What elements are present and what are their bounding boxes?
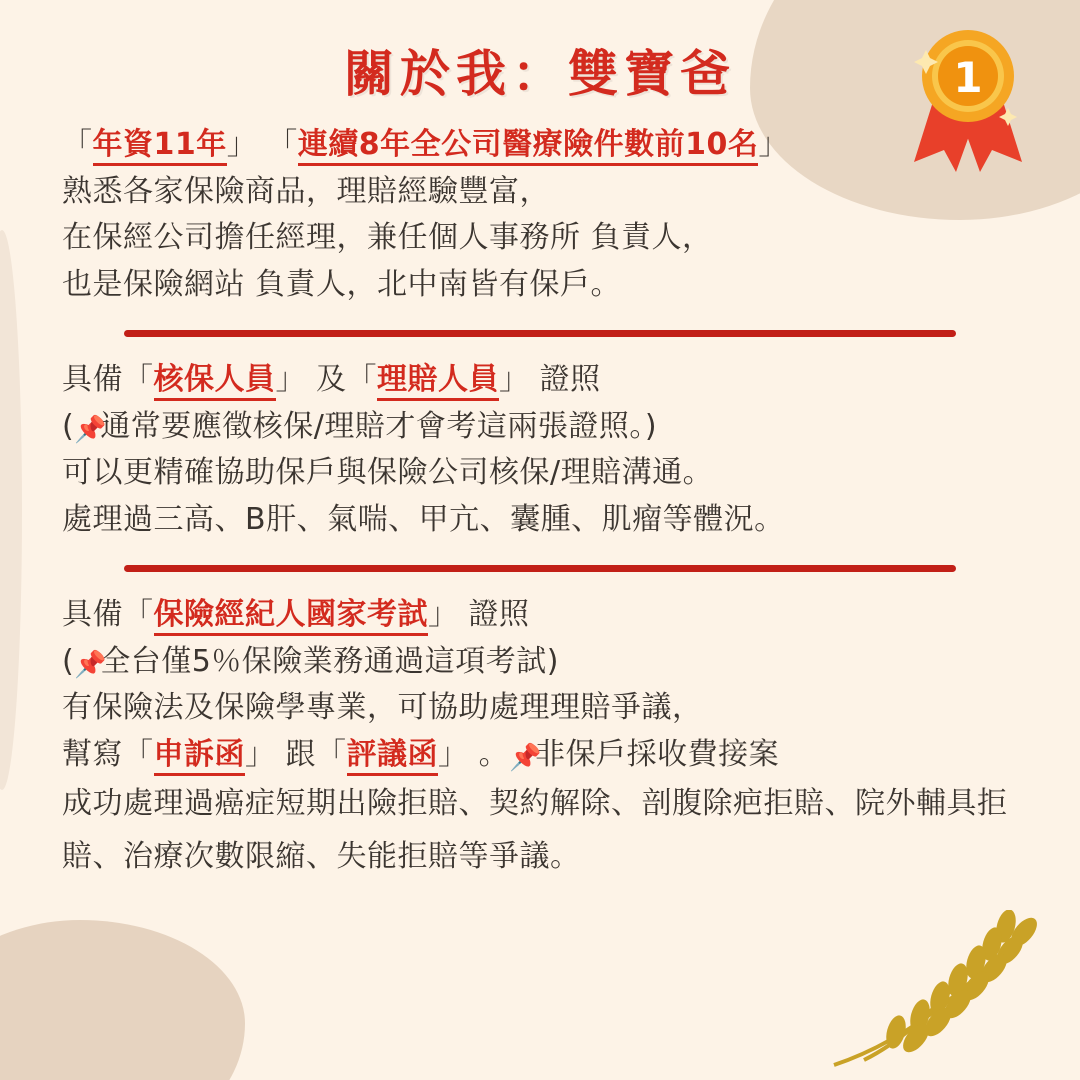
- text-run: 處理過三高、B肝、氣喘、甲亢、囊腫、肌瘤等體況。: [62, 501, 785, 537]
- text-run: 也是保險網站 負責人，北中南皆有保戶。: [62, 266, 622, 302]
- text-run: (: [62, 643, 75, 679]
- text-line: [62, 122, 1018, 169]
- highlighted-term: 保險經紀人國家考試: [154, 597, 429, 636]
- text-run: 全台僅5％保險業務通過這項考試): [100, 643, 560, 679]
- text-run: 可以更精確協助保戶與保險公司核保/理賠溝通。: [62, 455, 714, 490]
- text-line: [62, 404, 1018, 451]
- text-line: [62, 497, 1018, 544]
- text-line: [62, 592, 1018, 639]
- text-run: 非保戶採收費接案: [535, 736, 780, 772]
- text-run: 」 跟「: [245, 736, 347, 772]
- text-line: [62, 215, 1018, 262]
- highlighted-term: 年資11年: [93, 127, 227, 166]
- section-divider: [124, 330, 956, 337]
- sections-container: [62, 122, 1018, 883]
- text-run: 」 證照: [428, 597, 530, 632]
- highlighted-term: 評議函: [347, 737, 439, 776]
- section-broker-exam: [62, 592, 1018, 883]
- text-line: [62, 685, 1018, 732]
- text-run: 」 證照: [499, 362, 601, 397]
- text-line: [62, 639, 1018, 686]
- text-line: [62, 450, 1018, 497]
- highlighted-term: 理賠人員: [377, 362, 499, 401]
- rank-medal-number: 1: [953, 53, 983, 102]
- paragraph-text: 成功處理過癌症短期出險拒賠、契約解除、剖腹除疤拒賠、院外輔具拒賠、治療次數限縮、失能拒賠等爭議。: [62, 786, 1008, 874]
- section-underwriting-claims: [62, 357, 1018, 543]
- text-run: 「: [62, 127, 93, 162]
- pushpin-icon: 📌: [74, 414, 108, 445]
- decorative-blob-bottom-left: [0, 920, 245, 1080]
- highlighted-term: 連續8年全公司醫療險件數前10名: [298, 127, 759, 166]
- text-run: 」 及「: [275, 362, 378, 397]
- pushpin-icon: 📌: [509, 742, 542, 773]
- text-line: [62, 732, 1018, 779]
- highlighted-term: 核保人員: [154, 362, 276, 401]
- text-run: 通常要應徵核保/理賠才會考這兩張證照。): [100, 408, 658, 444]
- text-run: 幫寫「: [62, 736, 154, 772]
- section-divider: [124, 565, 956, 572]
- wheat-decoration-icon: [824, 910, 1054, 1070]
- text-run: (: [62, 408, 75, 444]
- text-run: 」 「: [226, 127, 298, 162]
- text-line: [62, 169, 1018, 216]
- section-intro: [62, 122, 1018, 308]
- text-line: [62, 262, 1018, 309]
- text-line: [62, 357, 1018, 404]
- text-run: 有保險法及保險學專業，可協助處理理賠爭議，: [62, 690, 703, 725]
- text-run: 具備「: [62, 362, 154, 397]
- poster-content: [0, 34, 1080, 883]
- text-run: 具備「: [62, 597, 154, 632]
- page-title: 關於我：雙寶爸: [344, 45, 736, 103]
- highlighted-term: 申訴函: [154, 737, 246, 776]
- text-run: 」 。: [438, 736, 510, 772]
- text-run: 」: [758, 127, 789, 162]
- text-run: 在保經公司擔任經理，兼任個人事務所 負責人，: [62, 220, 713, 255]
- pushpin-icon: 📌: [74, 649, 108, 680]
- text-run: 熟悉各家保險商品，理賠經驗豐富，: [62, 173, 550, 209]
